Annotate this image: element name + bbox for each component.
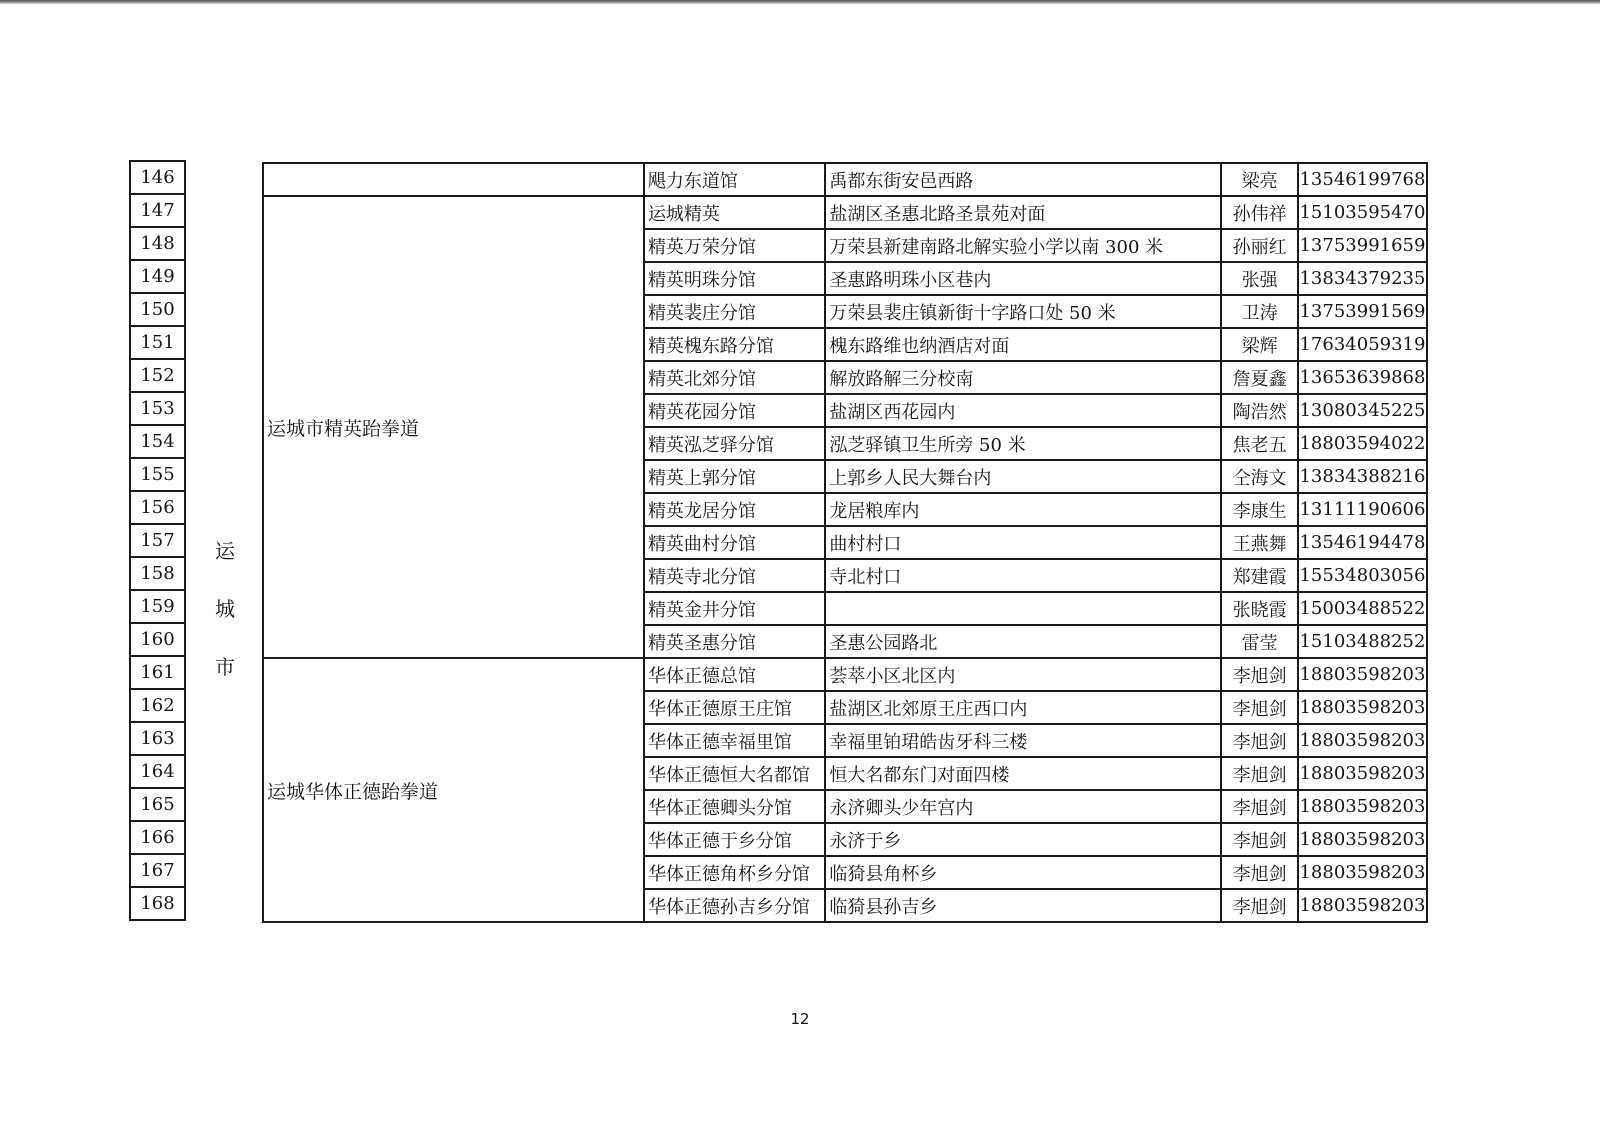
contact-cell: 张晓霞	[1221, 592, 1298, 625]
phone-cell: 18803598203	[1298, 724, 1427, 757]
phone-cell: 18803598203	[1298, 691, 1427, 724]
address-cell: 龙居粮库内	[825, 493, 1221, 526]
number-row	[130, 392, 185, 425]
row-number: 148	[130, 227, 185, 260]
scan-edge	[0, 0, 1600, 4]
address-cell: 盐湖区圣惠北路圣景苑对面	[825, 196, 1221, 229]
row-number: 167	[130, 854, 185, 887]
phone-cell: 13111190606	[1298, 493, 1427, 526]
number-row	[130, 293, 185, 326]
number-row	[130, 656, 185, 689]
venue-cell: 华体正德孙吉乡分馆	[644, 889, 825, 922]
address-cell: 圣惠公园路北	[825, 625, 1221, 658]
venue-cell: 精英裴庄分馆	[644, 295, 825, 328]
contact-cell: 李旭剑	[1221, 724, 1298, 757]
number-row	[130, 161, 185, 194]
phone-cell: 18803598203	[1298, 790, 1427, 823]
venue-cell: 精英曲村分馆	[644, 526, 825, 559]
table-row	[263, 163, 1427, 196]
address-cell: 临猗县孙吉乡	[825, 889, 1221, 922]
number-row	[130, 557, 185, 590]
contact-cell: 李旭剑	[1221, 889, 1298, 922]
address-cell: 曲村村口	[825, 526, 1221, 559]
number-row	[130, 887, 185, 920]
address-cell: 永济于乡	[825, 823, 1221, 856]
contact-cell: 李旭剑	[1221, 757, 1298, 790]
venue-cell: 精英上郭分馆	[644, 460, 825, 493]
address-cell: 荟萃小区北区内	[825, 658, 1221, 691]
venue-cell: 精英寺北分馆	[644, 559, 825, 592]
contact-cell: 王燕舞	[1221, 526, 1298, 559]
page-number: 12	[790, 1010, 810, 1028]
number-row	[130, 326, 185, 359]
org-cell	[263, 163, 644, 196]
contact-cell: 张强	[1221, 262, 1298, 295]
address-cell: 解放路解三分校南	[825, 361, 1221, 394]
contact-cell: 李康生	[1221, 493, 1298, 526]
phone-cell: 15003488522	[1298, 592, 1427, 625]
address-cell: 万荣县裴庄镇新街十字路口处 50 米	[825, 295, 1221, 328]
phone-cell: 18803598203	[1298, 757, 1427, 790]
phone-cell: 18803598203	[1298, 658, 1427, 691]
number-row	[130, 689, 185, 722]
phone-cell: 13834379235	[1298, 262, 1427, 295]
phone-cell: 13753991659	[1298, 229, 1427, 262]
org-name-cell: 运城华体正德跆拳道	[263, 658, 644, 922]
venue-cell: 华体正德幸福里馆	[644, 724, 825, 757]
row-number-column	[129, 160, 186, 921]
number-row	[130, 623, 185, 656]
table-row	[263, 658, 1427, 691]
number-row	[130, 359, 185, 392]
address-cell: 寺北村口	[825, 559, 1221, 592]
row-number: 151	[130, 326, 185, 359]
row-number: 160	[130, 623, 185, 656]
contact-cell: 梁亮	[1221, 163, 1298, 196]
venue-cell: 华体正德总馆	[644, 658, 825, 691]
venue-cell: 运城精英	[644, 196, 825, 229]
address-cell: 圣惠路明珠小区巷内	[825, 262, 1221, 295]
row-number: 156	[130, 491, 185, 524]
contact-cell: 李旭剑	[1221, 823, 1298, 856]
city-label: 运 城 市	[215, 539, 235, 679]
address-cell: 永济卿头少年宫内	[825, 790, 1221, 823]
row-number: 146	[130, 161, 185, 194]
address-cell: 幸福里铂珺皓齿牙科三楼	[825, 724, 1221, 757]
number-row	[130, 821, 185, 854]
row-number: 153	[130, 392, 185, 425]
org-name-cell: 运城市精英跆拳道	[263, 196, 644, 658]
venue-cell: 华体正德于乡分馆	[644, 823, 825, 856]
row-number: 149	[130, 260, 185, 293]
venue-cell: 飓力东道馆	[644, 163, 825, 196]
venue-cell: 精英槐东路分馆	[644, 328, 825, 361]
row-number: 155	[130, 458, 185, 491]
number-row	[130, 722, 185, 755]
contact-cell: 卫涛	[1221, 295, 1298, 328]
address-cell: 盐湖区北郊原王庄西口内	[825, 691, 1221, 724]
phone-cell: 15534803056	[1298, 559, 1427, 592]
address-cell: 禹都东街安邑西路	[825, 163, 1221, 196]
address-cell: 临猗县角杯乡	[825, 856, 1221, 889]
row-number: 166	[130, 821, 185, 854]
venue-cell: 精英圣惠分馆	[644, 625, 825, 658]
phone-cell: 18803598203	[1298, 823, 1427, 856]
phone-cell: 18803594022	[1298, 427, 1427, 460]
number-row	[130, 491, 185, 524]
contact-cell: 仝海文	[1221, 460, 1298, 493]
phone-cell: 18803598203	[1298, 889, 1427, 922]
row-number: 168	[130, 887, 185, 920]
number-row	[130, 194, 185, 227]
contact-cell: 焦老五	[1221, 427, 1298, 460]
contact-cell: 孙伟祥	[1221, 196, 1298, 229]
phone-cell: 18803598203	[1298, 856, 1427, 889]
contact-cell: 詹夏鑫	[1221, 361, 1298, 394]
venue-cell: 精英明珠分馆	[644, 262, 825, 295]
row-number: 164	[130, 755, 185, 788]
number-row	[130, 458, 185, 491]
address-cell: 恒大名都东门对面四楼	[825, 757, 1221, 790]
contact-cell: 孙丽红	[1221, 229, 1298, 262]
row-number: 150	[130, 293, 185, 326]
address-cell: 槐东路维也纳酒店对面	[825, 328, 1221, 361]
number-row	[130, 524, 185, 557]
venue-cell: 华体正德原王庄馆	[644, 691, 825, 724]
venue-cell: 精英金井分馆	[644, 592, 825, 625]
number-row	[130, 590, 185, 623]
phone-cell: 13546199768	[1298, 163, 1427, 196]
number-row	[130, 227, 185, 260]
contact-cell: 陶浩然	[1221, 394, 1298, 427]
row-number: 154	[130, 425, 185, 458]
venue-cell: 华体正德恒大名都馆	[644, 757, 825, 790]
row-number: 147	[130, 194, 185, 227]
phone-cell: 15103488252	[1298, 625, 1427, 658]
phone-cell: 13080345225	[1298, 394, 1427, 427]
venue-cell: 精英花园分馆	[644, 394, 825, 427]
number-row	[130, 755, 185, 788]
address-cell: 泓芝驿镇卫生所旁 50 米	[825, 427, 1221, 460]
venue-cell: 华体正德角杯乡分馆	[644, 856, 825, 889]
venue-table	[262, 162, 1428, 923]
row-number: 159	[130, 590, 185, 623]
row-number: 161	[130, 656, 185, 689]
number-row	[130, 788, 185, 821]
phone-cell: 13834388216	[1298, 460, 1427, 493]
phone-cell: 15103595470	[1298, 196, 1427, 229]
row-number: 165	[130, 788, 185, 821]
contact-cell: 李旭剑	[1221, 856, 1298, 889]
phone-cell: 13753991569	[1298, 295, 1427, 328]
address-cell: 万荣县新建南路北解实验小学以南 300 米	[825, 229, 1221, 262]
table-row	[263, 196, 1427, 229]
address-cell	[825, 592, 1221, 625]
contact-cell: 李旭剑	[1221, 691, 1298, 724]
contact-cell: 郑建霞	[1221, 559, 1298, 592]
venue-cell: 精英泓芝驿分馆	[644, 427, 825, 460]
contact-cell: 雷莹	[1221, 625, 1298, 658]
number-row	[130, 425, 185, 458]
row-number: 162	[130, 689, 185, 722]
number-row	[130, 260, 185, 293]
venue-cell: 精英万荣分馆	[644, 229, 825, 262]
venue-cell: 精英龙居分馆	[644, 493, 825, 526]
row-number: 158	[130, 557, 185, 590]
row-number: 152	[130, 359, 185, 392]
phone-cell: 13546194478	[1298, 526, 1427, 559]
address-cell: 盐湖区西花园内	[825, 394, 1221, 427]
address-cell: 上郭乡人民大舞台内	[825, 460, 1221, 493]
phone-cell: 13653639868	[1298, 361, 1427, 394]
phone-cell: 17634059319	[1298, 328, 1427, 361]
venue-cell: 精英北郊分馆	[644, 361, 825, 394]
contact-cell: 李旭剑	[1221, 790, 1298, 823]
row-number: 157	[130, 524, 185, 557]
contact-cell: 李旭剑	[1221, 658, 1298, 691]
number-row	[130, 854, 185, 887]
contact-cell: 梁辉	[1221, 328, 1298, 361]
venue-cell: 华体正德卿头分馆	[644, 790, 825, 823]
row-number: 163	[130, 722, 185, 755]
